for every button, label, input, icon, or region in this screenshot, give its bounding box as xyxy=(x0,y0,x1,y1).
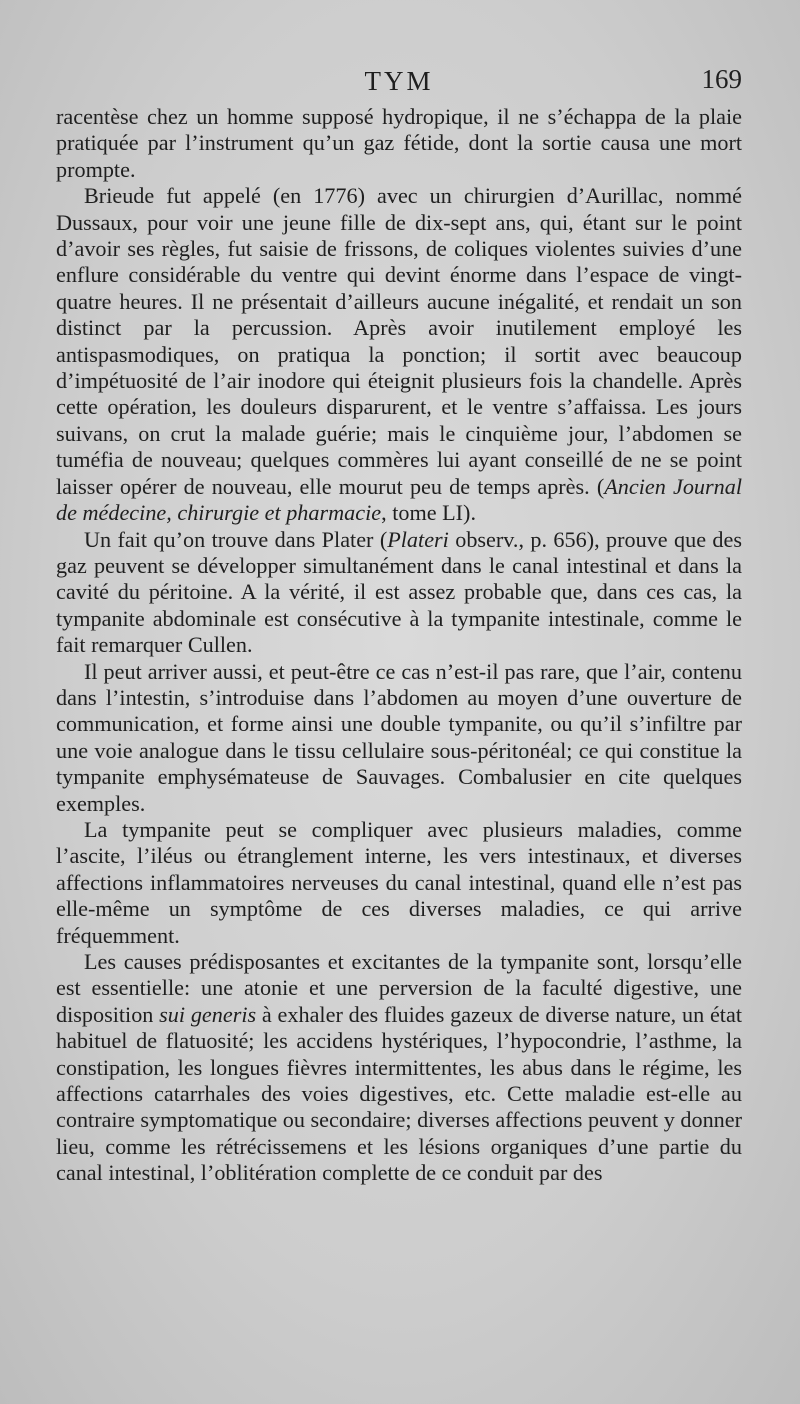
paragraph xyxy=(56,183,742,526)
italic-text: sui generis xyxy=(159,1001,257,1027)
page-number: 169 xyxy=(701,64,742,94)
paragraph-text: Un fait qu’on trouve dans Plater ( xyxy=(84,526,388,552)
paragraph xyxy=(56,659,742,817)
italic-text: Plateri xyxy=(387,526,449,552)
paragraph-text: Il peut arriver aussi, et peut-être ce cas n’est-il pas rare, que l’air, contenu dans l’intestin, s’introduise dans l’abdomen au moyen d’une ouverture de communication, et forme ainsi une double tympanite, ou qu’il s’infiltre par une voie analogue dans le tissu cellulaire sous-péritonéal; ce qui constitue la tympanite emphysémateuse de Sauvages. Combalusier en cite quelques exemples. xyxy=(56,658,742,816)
paragraph xyxy=(56,949,742,1187)
paragraph-text: , tome LI). xyxy=(381,500,476,526)
italic-text: Ancien Journal de médecine, chirurgie et pharmacie xyxy=(56,473,742,526)
paragraph xyxy=(56,527,742,659)
paragraph-text: Brieude fut appelé (en 1776) avec un chirurgien d’Aurillac, nommé Dussaux, pour voir une jeune fille de dix-sept ans, qui, étant sur le point d’avoir ses règles, fut saisie de frissons, de coliques violentes suivies d’une enflure considérable du ventre qui devint énorme dans l’espace de vingt-quatre heures. Il ne présentait d’ailleurs aucune inégalité, et rendait un son distinct par la percussion. Après avoir inutilement employé les antispasmodiques, on pratiqua la ponction; il sortit avec beaucoup d’impétuosité de l’air inodore qui éteignit plusieurs fois la chandelle. Après cette opération, les douleurs disparurent, et le ventre s’affaissa. Les jours suivans, on crut la malade guérie; mais le cinquième jour, l’abdomen se tuméfia de nouveau; quelques commères lui ayant conseillé de ne se point laisser opérer de nouveau, elle mourut peu de temps après. ( xyxy=(56,183,742,499)
paragraph-text: La tympanite peut se compliquer avec plusieurs maladies, comme l’ascite, l’iléus ou étranglement interne, les vers intestinaux, et diverses affections inflammatoires nerveuses du canal intestinal, quand elle n’est pas elle-même un symptôme de ces diverses maladies, ce qui arrive fréquemment. xyxy=(56,816,742,948)
paragraph-text: Les causes prédisposantes et excitantes de la tympanite sont, lorsqu’elle est essentielle: une atonie et une perversion de la faculté digestive, une disposition xyxy=(56,949,742,1027)
paragraph-text: à exhaler des fluides gazeux de diverse nature, un état habituel de flatuosité; les accidens hystériques, l’hypocondrie, l’asthme, la constipation, les longues fièvres intermittentes, les abus dans le régime, les affections catarrhales des voies digestives, etc. Cette maladie est-elle au contraire symptomatique ou secondaire; diverses affections peuvent y donner lieu, comme les rétrécissemens et les lésions organiques d’une partie du canal intestinal, l’oblitération complette de ce conduit par des xyxy=(56,1001,742,1186)
page-header xyxy=(56,0,742,104)
paragraph-text: observ., p. 656), prouve que des gaz peuvent se développer simultanément dans le canal intestinal et dans la cavité du péritoine. A la vérité, il est assez probable que, dans ces cas, la tympanite abdominale est consécutive à la tympanite intestinale, comme le fait remarquer Cullen. xyxy=(56,526,742,658)
paragraph xyxy=(56,104,742,183)
paragraph-text: racentèse chez un homme supposé hydropique, il ne s’échappa de la plaie pratiquée par l’instrument qu’un gaz fétide, dont la sortie causa une mort prompte. xyxy=(56,104,742,182)
running-title: TYM xyxy=(364,66,434,96)
paragraph xyxy=(56,817,742,949)
body-text xyxy=(56,104,742,1187)
